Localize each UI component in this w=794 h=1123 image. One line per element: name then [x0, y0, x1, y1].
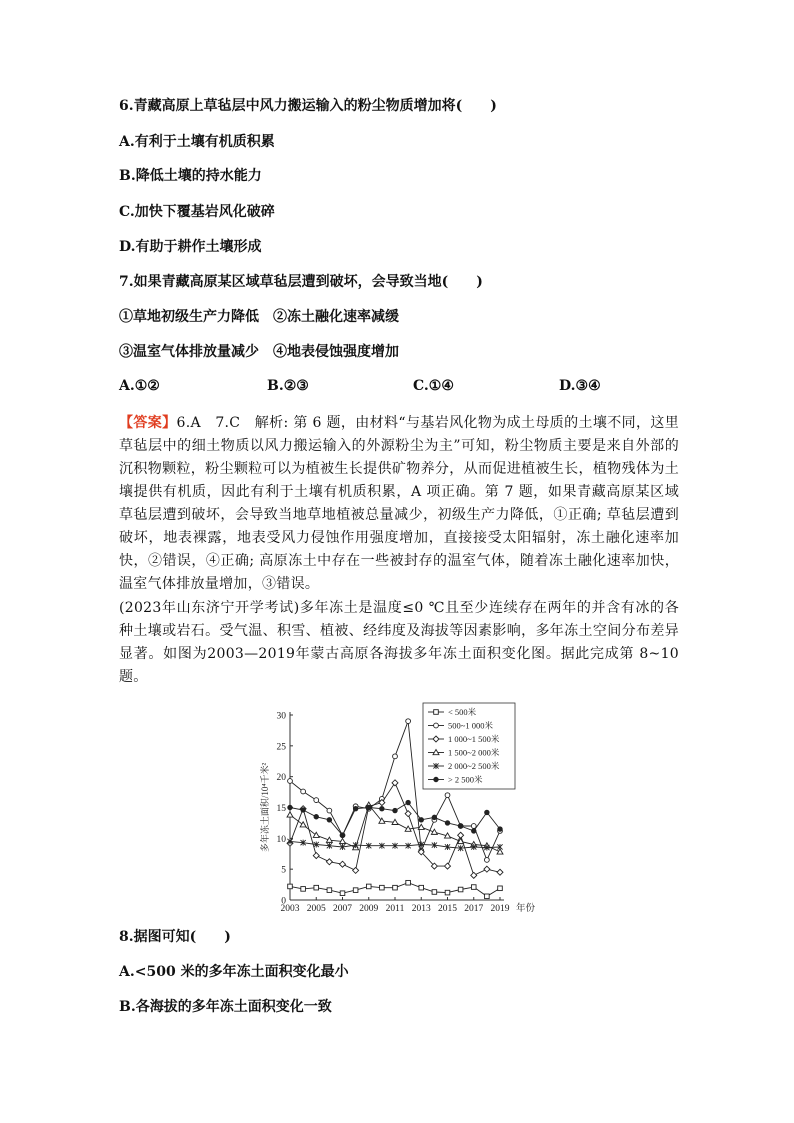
q8-option-a: A.<500 米的多年冻土面积变化最小 [119, 964, 349, 980]
y-tick-label: 0 [281, 896, 286, 907]
data-point [392, 780, 398, 786]
data-point [301, 887, 306, 892]
data-point [445, 821, 449, 825]
y-tick-label: 15 [276, 804, 286, 814]
data-point [497, 869, 503, 875]
data-point [485, 894, 490, 899]
data-point [406, 880, 411, 885]
data-point [471, 885, 476, 890]
data-point [458, 832, 464, 838]
data-point [405, 811, 411, 817]
q6-option-c: C.加快下覆基岩风化破碎 [119, 204, 275, 220]
data-point [353, 807, 357, 811]
legend-label: < 500米 [448, 707, 477, 718]
answer-explanation [119, 412, 679, 596]
data-point [367, 805, 371, 809]
x-tick-label: 2017 [464, 904, 484, 914]
data-point [326, 859, 332, 865]
data-point [419, 818, 423, 822]
data-point [314, 798, 319, 803]
y-tick-label: 20 [276, 773, 286, 784]
data-point [445, 793, 450, 798]
q6-option-b: B.降低土壤的持水能力 [119, 168, 262, 184]
data-point [340, 891, 345, 896]
data-point [498, 827, 502, 831]
data-point [485, 810, 489, 814]
legend-label: 2 000~2 500米 [448, 761, 500, 772]
data-point [340, 833, 344, 837]
legend-marker [434, 723, 439, 728]
data-point [484, 866, 490, 872]
legend-label: 500~1 000米 [448, 720, 493, 731]
legend-label: 1 000~1 500米 [448, 734, 500, 745]
q7-option-c: C.①④ [413, 378, 454, 394]
legend-label: > 2 500米 [448, 774, 483, 785]
data-point [406, 800, 410, 804]
x-tick-label: 2003 [280, 904, 300, 914]
q7-statement-2: ③温室气体排放量减少 ④地表侵蚀强度增加 [119, 344, 399, 360]
answer-tag: 【答案】 [119, 415, 177, 431]
q8-stem: 8.据图可知( ) [119, 929, 231, 945]
data-point [393, 754, 398, 759]
x-tick-label: 2013 [411, 904, 431, 914]
answer-body: 6.A 7.C 解析: 第 6 题，由材料“与基岩风化物为成土母质的土壤不同，这里草毡层中的细土物质以风力搬运输入的外源粉尘为主”可知，粉尘物质主要是来自外部的沉积物颗粒，粉尘颗粒可以为植被生长提供矿物养分，从而促进植被生长，植物残体为土壤提供有机质，因此有利于土壤有机质积累，A 项正确。第 7 题，如果青藏高原某区域草毡层遭到破坏，会导致当地草地植被总量减少，初级生产力降低，①正确; 草毡层遭到破坏，地表裸露，地表受风力侵蚀作用强度增加，直接接受太阳辐射，冻土融化速率加快，②错误，④正确; 高原冻土中存在一些被封存的温室气体，随着冻土融化速率加快，温室气体排放量增加，③错误。 [119, 415, 679, 592]
q7-option-b: B.②③ [267, 378, 309, 394]
data-point [380, 885, 385, 890]
data-point [288, 884, 293, 889]
legend-label: 1 500~2 000米 [448, 747, 500, 758]
data-point [393, 808, 397, 812]
data-point [314, 815, 318, 819]
data-point [445, 863, 451, 869]
data-point [445, 890, 450, 895]
x-tick-label: 2005 [306, 904, 326, 914]
q7-option-d: D.③④ [559, 378, 601, 394]
data-point [406, 719, 411, 724]
y-axis-label: 多年冻土面积/10⁴千米² [260, 762, 270, 853]
y-tick-label: 30 [276, 711, 286, 722]
data-point [353, 867, 359, 873]
series-2 [287, 780, 503, 879]
data-point [471, 824, 476, 829]
data-point [484, 858, 489, 863]
data-point [419, 885, 424, 890]
y-tick-label: 10 [276, 834, 286, 845]
series-4 [287, 838, 502, 851]
data-point [340, 861, 346, 867]
y-tick-label: 5 [281, 865, 286, 876]
data-point [327, 888, 332, 893]
data-point [313, 853, 319, 859]
data-point [458, 824, 462, 828]
data-point [393, 885, 398, 890]
data-point [471, 872, 477, 878]
data-point [287, 812, 293, 817]
q6-option-d: D.有助于耕作土壤形成 [119, 239, 262, 255]
data-point [432, 890, 437, 895]
x-tick-label: 2019 [490, 904, 510, 914]
data-point [301, 789, 306, 794]
data-point [380, 807, 384, 811]
data-point [327, 818, 331, 822]
x-tick-label: 2007 [333, 904, 352, 914]
q7-stem: 7.如果青藏高原某区域草毡层遭到破坏，会导致当地( ) [119, 274, 483, 290]
data-point [458, 887, 463, 892]
data-point [432, 815, 436, 819]
series-0 [288, 880, 503, 898]
q6-stem: 6.青藏高原上草毡层中风力搬运输入的粉尘物质增加将( ) [119, 98, 497, 114]
data-point [301, 808, 305, 812]
material-text: (2023年山东济宁开学考试)多年冻土是温度≤0 ℃且至少连续存在两年的并含有冰的各种土壤或岩石。受气温、积雪、植被、经纬度及海拔等因素影响，多年冻土空间分布差异显著。如图为2003—2019年蒙古高原各海拔多年冻土面积变化图。据此完成第 8~10 题。 [119, 600, 679, 685]
data-point [288, 779, 293, 784]
q8-option-b: B.各海拔的多年冻土面积变化一致 [119, 999, 332, 1015]
data-point [327, 808, 332, 813]
q6-option-a: A.有利于土壤有机质积累 [119, 134, 275, 150]
legend-marker [434, 710, 439, 715]
x-tick-label: 2015 [438, 904, 457, 914]
legend-marker [434, 777, 438, 781]
q7-statement-1: ①草地初级生产力降低 ②冻土融化速率减缓 [119, 309, 399, 325]
y-tick-label: 25 [276, 742, 286, 753]
data-point [314, 885, 319, 890]
data-point [353, 888, 358, 893]
data-point [300, 822, 306, 827]
data-point [366, 884, 371, 889]
permafrost-area-chart [250, 700, 550, 915]
x-tick-label: 2009 [359, 904, 379, 914]
data-point [472, 829, 476, 833]
x-axis-label: 年份 [516, 904, 536, 914]
data-point [498, 886, 503, 891]
q7-option-a: A.①② [119, 378, 160, 394]
data-point [288, 805, 292, 809]
x-tick-label: 2011 [385, 904, 405, 914]
